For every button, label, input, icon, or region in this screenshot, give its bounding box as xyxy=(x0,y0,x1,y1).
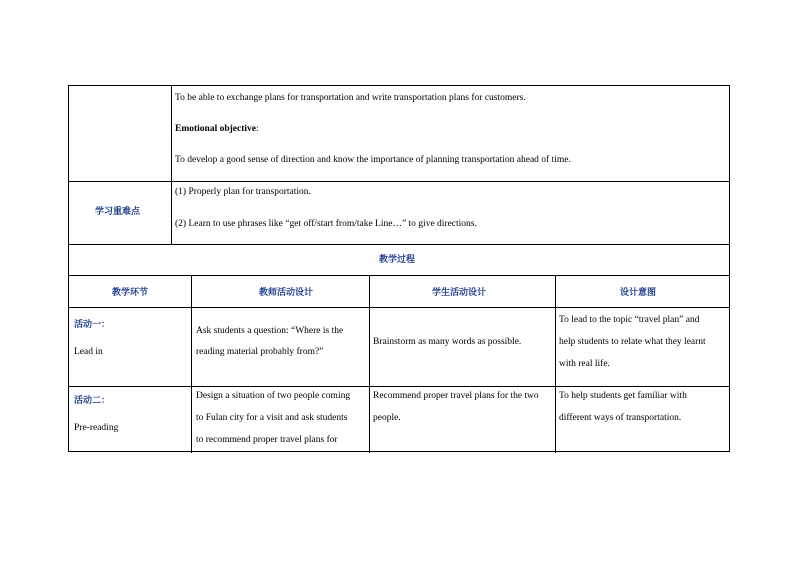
lesson-plan-table xyxy=(68,85,730,452)
emotional-objective-label: Emotional objective xyxy=(175,124,257,134)
intent-line: with real life. xyxy=(559,359,610,369)
process-title: 教学过程 xyxy=(379,255,416,265)
key-points-label: 学习重难点 xyxy=(95,207,141,217)
teacher-line: to Fulan city for a visit and ask students xyxy=(196,413,348,423)
student-line: people. xyxy=(373,413,401,423)
teacher-line: reading material probably from?” xyxy=(196,347,324,357)
stage-en: Lead in xyxy=(74,347,103,357)
objective-text: To be able to exchange plans for transportation and write transportation plans for customers. xyxy=(175,93,526,103)
col-divider xyxy=(191,275,192,453)
row-divider xyxy=(69,275,729,276)
teacher-line: Ask students a question: “Where is the xyxy=(196,326,344,336)
col-divider xyxy=(369,275,370,453)
emotional-objective-text: To develop a good sense of direction and know the importance of planning transportation ahead of time. xyxy=(175,155,571,165)
row-divider xyxy=(69,244,729,245)
col-divider xyxy=(555,275,556,453)
teacher-line: Design a situation of two people coming xyxy=(196,391,351,401)
intent-line: To lead to the topic “travel plan” and xyxy=(559,315,700,325)
colon: : xyxy=(256,124,259,134)
intent-line: different ways of transportation. xyxy=(559,413,682,423)
student-line: Recommend proper travel plans for the two xyxy=(373,391,539,401)
emotional-objective-heading xyxy=(175,124,259,135)
key-point-2: (2) Learn to use phrases like “get off/start from/take Line…” to give directions. xyxy=(175,219,477,229)
stage-cn: 活动二： xyxy=(74,396,111,406)
intent-line: To help students get familiar with xyxy=(559,391,687,401)
header-stage: 教学环节 xyxy=(112,288,149,298)
col-divider xyxy=(171,86,172,244)
stage-en: Pre-reading xyxy=(74,423,119,433)
header-intent: 设计意图 xyxy=(620,288,657,298)
row-divider xyxy=(69,307,729,308)
header-teacher: 教师活动设计 xyxy=(259,288,314,298)
teacher-line: to recommend proper travel plans for xyxy=(196,435,338,445)
row-divider xyxy=(69,181,729,182)
key-point-1: (1) Properly plan for transportation. xyxy=(175,187,311,197)
row-divider xyxy=(69,386,729,387)
stage-cn: 活动一： xyxy=(74,320,111,330)
intent-line: help students to relate what they learnt xyxy=(559,337,706,347)
header-student: 学生活动设计 xyxy=(432,288,487,298)
student-line: Brainstorm as many words as possible. xyxy=(373,337,522,347)
